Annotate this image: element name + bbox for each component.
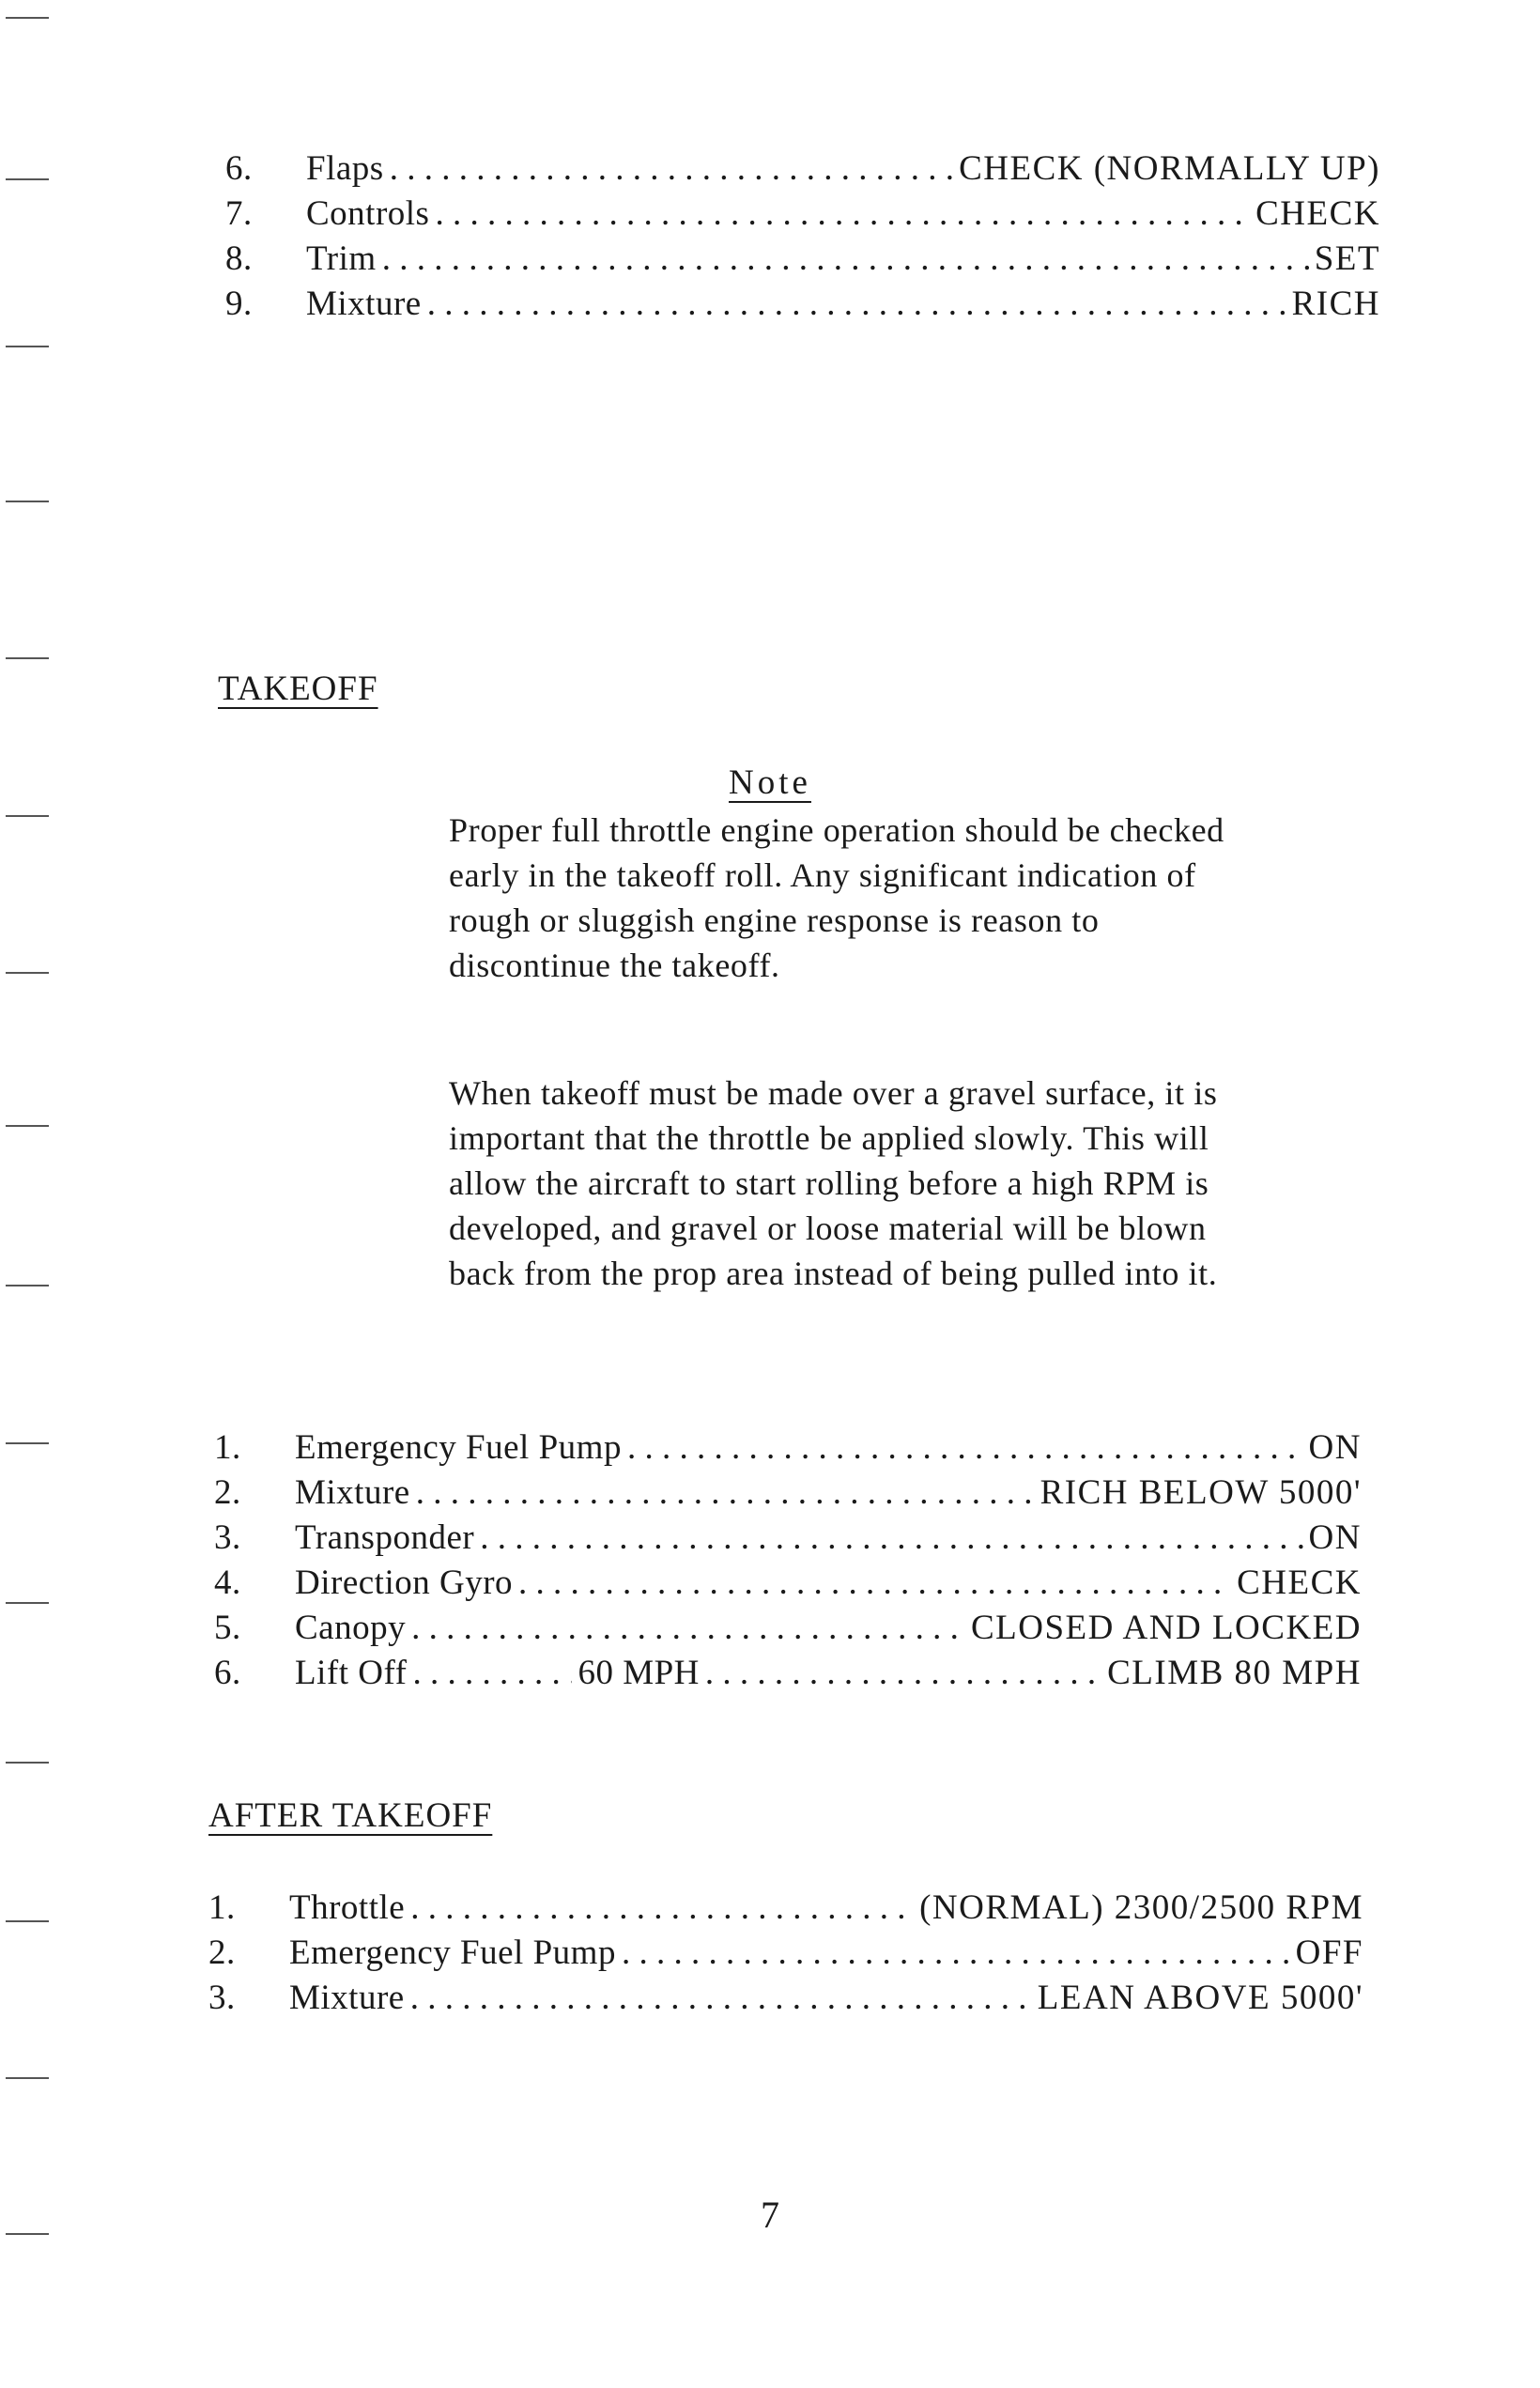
item-value: LEAN ABOVE 5000': [1037, 1979, 1363, 2017]
item-label: Mixture: [306, 285, 422, 323]
item-value: RICH: [1291, 285, 1380, 323]
item-label: Direction Gyro: [295, 1564, 514, 1602]
dot-leader: [416, 1472, 1035, 1513]
note-title: [0, 763, 1540, 803]
checklist-item: [214, 1653, 1362, 1693]
binding-mark: [6, 17, 49, 19]
note-title-text: Note: [729, 763, 811, 802]
item-label: Lift Off: [295, 1654, 408, 1692]
item-value: (NORMAL) 2300/2500 RPM: [919, 1888, 1363, 1927]
checklist-item: [214, 1563, 1362, 1603]
item-value: OFF: [1295, 1934, 1363, 1972]
binding-mark: [6, 346, 49, 347]
checklist-item: [208, 1978, 1363, 2018]
item-number: 6.: [214, 1654, 241, 1692]
item-number: 1.: [208, 1888, 236, 1927]
dot-leader: [390, 148, 953, 189]
item-value: ON: [1308, 1428, 1362, 1467]
item-value: CLOSED AND LOCKED: [970, 1609, 1362, 1647]
binding-mark: [6, 178, 49, 180]
item-label: Canopy: [295, 1609, 407, 1647]
item-value: CHECK: [1255, 194, 1380, 233]
dot-leader: [382, 239, 1309, 279]
dot-leader: [410, 1978, 1032, 2018]
dot-leader: [518, 1563, 1231, 1603]
binding-mark: [6, 657, 49, 659]
dot-leader: [410, 1887, 914, 1928]
checklist-item: [208, 1933, 1363, 1973]
binding-mark: [6, 2077, 49, 2079]
item-number: 7.: [225, 194, 253, 233]
checklist-item: [214, 1472, 1362, 1513]
dot-leader: [435, 193, 1250, 234]
item-mid-value: 60 MPH: [578, 1654, 700, 1692]
binding-mark: [6, 1285, 49, 1286]
item-label: Emergency Fuel Pump: [295, 1428, 622, 1467]
item-value: CHECK: [1237, 1564, 1362, 1602]
item-label: Transponder: [295, 1518, 475, 1557]
binding-mark: [6, 815, 49, 817]
binding-mark: [6, 1602, 49, 1604]
dot-leader: [480, 1518, 1302, 1558]
item-label: Mixture: [289, 1979, 405, 2017]
checklist-item: [225, 239, 1380, 279]
dot-leader: [705, 1653, 1101, 1693]
dot-leader: [627, 1427, 1303, 1468]
item-value: ON: [1308, 1518, 1362, 1557]
checklist-item: [225, 193, 1380, 234]
checklist-item: [225, 148, 1380, 189]
item-number: 2.: [214, 1473, 241, 1512]
note-paragraph: When takeoff must be made over a gravel surface, it is important that the throttle be applied slowly. This will allow the aircraft to start rolling before a high RPM is developed, and gravel or loose material will be blown back from the prop area instead of being pulled into it.: [449, 1074, 1218, 1292]
dot-leader: [427, 284, 1286, 324]
item-value: SET: [1314, 239, 1380, 278]
item-label: Trim: [306, 239, 377, 278]
binding-mark: [6, 1442, 49, 1444]
page-number: 7: [761, 2194, 779, 2236]
checklist-item: [208, 1887, 1363, 1928]
dot-leader: [622, 1933, 1290, 1973]
checklist-item: [214, 1518, 1362, 1558]
binding-mark: [6, 972, 49, 974]
binding-mark: [6, 501, 49, 502]
item-label: Mixture: [295, 1473, 410, 1512]
binding-mark: [6, 1762, 49, 1764]
item-number: 8.: [225, 239, 253, 278]
section-title-after-takeoff: AFTER TAKEOFF: [208, 1796, 493, 1835]
item-value: RICH BELOW 5000': [1040, 1473, 1362, 1512]
item-number: 3.: [208, 1979, 236, 2017]
checklist-item: [225, 284, 1380, 324]
item-label: Throttle: [289, 1888, 406, 1927]
binding-mark: [6, 1920, 49, 1922]
item-number: 2.: [208, 1934, 236, 1972]
dot-leader: [411, 1608, 965, 1648]
note-paragraph: Proper full throttle engine operation should be checked early in the takeoff roll. Any significant indication of rough or sluggish engine response is reason to discontinue the takeoff.: [449, 811, 1224, 984]
item-number: 3.: [214, 1518, 241, 1557]
checklist-item: [214, 1608, 1362, 1648]
item-value: CHECK (NORMALLY UP): [959, 149, 1380, 188]
dot-leader: [412, 1653, 572, 1693]
item-label: Emergency Fuel Pump: [289, 1934, 616, 1972]
item-number: 9.: [225, 285, 253, 323]
item-number: 1.: [214, 1428, 241, 1467]
item-value: CLIMB 80 MPH: [1107, 1654, 1362, 1692]
item-number: 6.: [225, 149, 253, 188]
section-title-takeoff: TAKEOFF: [218, 670, 378, 708]
binding-mark: [6, 1125, 49, 1127]
item-label: Flaps: [306, 149, 384, 188]
item-label: Controls: [306, 194, 430, 233]
checklist-item: [214, 1427, 1362, 1468]
item-number: 4.: [214, 1564, 241, 1602]
item-number: 5.: [214, 1609, 241, 1647]
